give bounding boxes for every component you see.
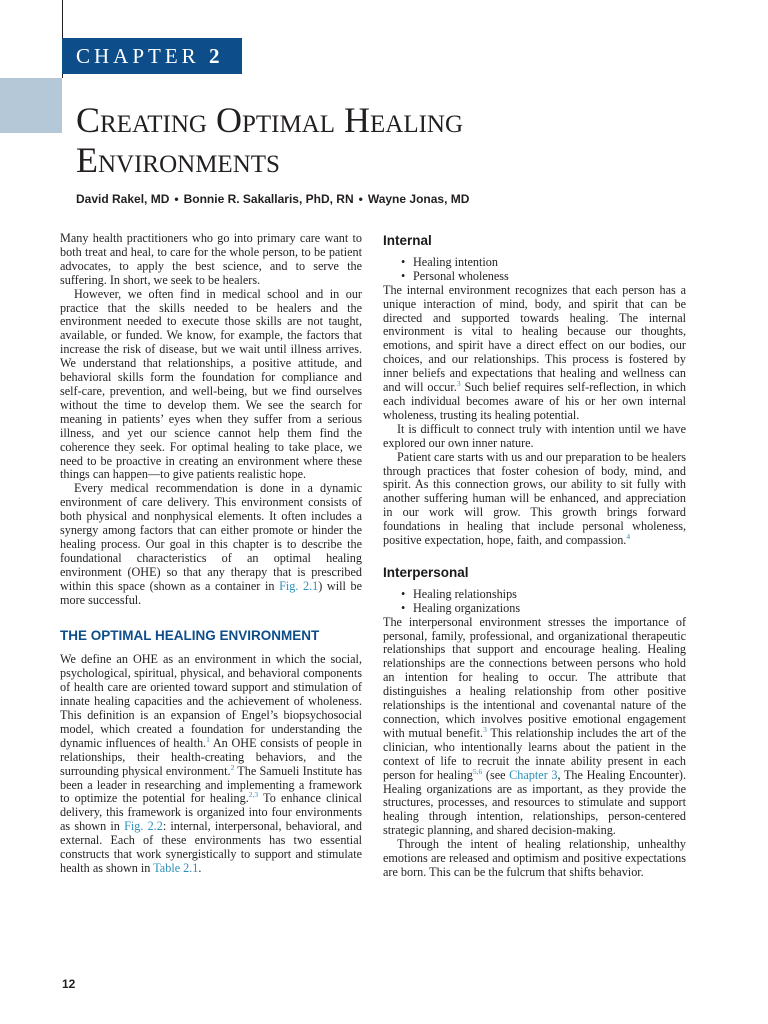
reference-link[interactable]: 1 [206, 734, 210, 744]
list-item: • Healing intention [401, 256, 686, 270]
reference-link[interactable]: 2,3 [248, 790, 259, 800]
page-number: 12 [62, 977, 76, 991]
text-run: ) will be more successful. [60, 578, 362, 607]
reference-link[interactable]: 3 [456, 379, 461, 388]
internal-paragraph-3 [383, 451, 686, 548]
text-run: The Samueli Institute has been a leader in researching and implementing a framework to optimize the potential for healing. [60, 763, 362, 806]
chapter-title [76, 100, 736, 180]
intro-paragraph-3 [60, 482, 362, 607]
intro-paragraph-2: However, we often find in medical school and in our practice that the skills needed to be healers and the environment needed to execute those skills are not taught, available, or funded. We know, for example, the factors that increase the risk of disease, but we wait until illness arrives. We understand that relationships, a positive attitude, and behavioral skills form the foundation for compliance and self-care, prevention, and well-being, but we find ourselves without the time to develop them. We see the search for meaning in patients’ eyes when they suffer from a serious illness, and yet our science cannot help them find the coherence they seek. For optimal healing to take place, we need to be proactive in creating an environment where these things can happen—to give patients realistic hope. [60, 286, 362, 482]
author-list [76, 192, 736, 206]
left-column [60, 232, 362, 876]
chapter-word: CHAPTER [76, 44, 200, 68]
reference-link[interactable]: 3 [483, 724, 487, 734]
text-run: (see [482, 767, 510, 782]
interpersonal-paragraph-2: Through the intent of healing relationship, unhealthy emotions are released and optimism and positive expectations are born. This can be the fulcrum that shifts behavior. [383, 837, 686, 879]
author-name: David Rakel, MD [76, 192, 170, 206]
text-run: An OHE consists of people in relationships, their health-creating behaviors, and the surrounding physical environment. [60, 735, 362, 778]
text-run: The internal environment recognizes that each person has a unique interaction of mind, body, and spirit that can be directed and supported towards healing. The internal environment is vital to healing because our thoughts, emotions, and spirit have a direct effect on our bodies, our choices, and our relationships. This process is fostered by inner beliefs and expectations that healing and wellness can and will occur. [383, 282, 686, 395]
author-name: Wayne Jonas, MD [367, 192, 470, 206]
right-column [383, 232, 686, 880]
table-link-2-1[interactable]: Table 2.1 [153, 860, 199, 875]
interpersonal-bullet-list [383, 588, 686, 616]
figure-link-2-2[interactable]: Fig. 2.2 [124, 819, 163, 834]
list-item: • Personal wholeness [401, 270, 686, 284]
internal-paragraph-2: It is difficult to connect truly with intention until we have explored our own inner nature. [383, 421, 686, 450]
subheading-internal: Internal [383, 233, 432, 248]
list-item: • Healing organizations [401, 602, 686, 616]
text-run: , The Healing Encounter). Healing organizations are as important, as they provide the structures, processes, and resources to stimulate and support healing through intention, relationships, person-centered strategic planning, and shared decision-making. [383, 767, 686, 838]
text-run: We define an OHE as an environment in which the social, psychological, spiritual, physical, and behavioral components of health care are oriented toward support and stimulation of innate healing capacities and the achievement of wholeness. This definition is an expansion of Engel’s biopsychosocial model, which created a foundation for understanding the dynamic influences of health. [60, 652, 362, 750]
reference-link[interactable]: 5,6 [472, 766, 483, 776]
text-run: The interpersonal environment stresses the importance of personal, family, professional, and organizational therapeutic relationships that support and encourage healing. Healing relationships are the connections between persons who hold an intention for healing to occur. The attribute that distinguishes a healing relationship from other positive relationships is the intentional and covenantal nature of the connection, which involves positive emotional engagement with mutual benefit. [383, 614, 686, 740]
chapter-title-line2: Environments [76, 140, 280, 180]
ohe-paragraph [60, 653, 362, 876]
figure-link-2-1[interactable]: Fig. 2.1 [279, 578, 319, 593]
author-separator: • [358, 192, 363, 206]
text-run: Patient care starts with us and our preparation to be healers through practices that foster cohesion of body, mind, and spirit. As this connection grows, our ability to sit fully with another suffering human will be enhanced, and appreciation in our work will grow. This growth brings forward foundations in healing that include personal wholeness, positive expectation, hope, faith, and compassion. [383, 449, 686, 548]
text-run: Such belief requires self-reflection, in which each individual becomes aware of his or her own internal wholeness, trusting its healing potential. [383, 380, 687, 422]
interpersonal-paragraph-1 [383, 616, 686, 839]
section-heading-ohe: THE OPTIMAL HEALING ENVIRONMENT [60, 628, 320, 644]
intro-paragraph-1: Many health practitioners who go into primary care want to both treat and heal, to care for the whole person, to be patient advocates, to apply the best science, and to serve the suffering. In short, we seek to be healers. [60, 231, 362, 287]
list-item: • Healing relationships [401, 588, 686, 602]
text-run: This relationship includes the art of the clinician, who intentionally learns about the patient in the context of life to recruit the innate ability present in each person for healing [383, 725, 686, 782]
chapter-label [62, 38, 242, 74]
text-run: Every medical recommendation is done in a dynamic environment of care delivery. This environment consists of both physical and nonphysical elements. It often includes a synergy among factors that can either promote or hinder the healing process. Our goal in this chapter is to describe the foundational characteristics of an optimal healing environment (OHE) so that any therapy that is prescribed within this space (shown as a container in [60, 481, 362, 593]
internal-bullet-list [383, 256, 686, 284]
text-run: : internal, interpersonal, behavioral, and external. Each of these environments has two essential constructs that work synergistically to support and stimulate health as shown in [60, 819, 363, 875]
author-separator: • [174, 192, 179, 206]
chapter-link-3[interactable]: Chapter 3 [509, 767, 558, 782]
internal-paragraph-1 [383, 284, 686, 423]
chapter-number: 2 [208, 44, 220, 68]
text-run: . [198, 860, 202, 875]
reference-link[interactable]: 4 [626, 531, 631, 541]
author-name: Bonnie R. Sakallaris, PhD, RN [183, 192, 354, 206]
text-run: To enhance clinical delivery, this framework is organized into four environments as shown in [60, 791, 362, 834]
subheading-interpersonal: Interpersonal [383, 564, 469, 580]
chapter-title-line1: Creating Optimal Healing [76, 100, 464, 140]
accent-block [0, 78, 62, 133]
reference-link[interactable]: 2 [230, 762, 235, 772]
